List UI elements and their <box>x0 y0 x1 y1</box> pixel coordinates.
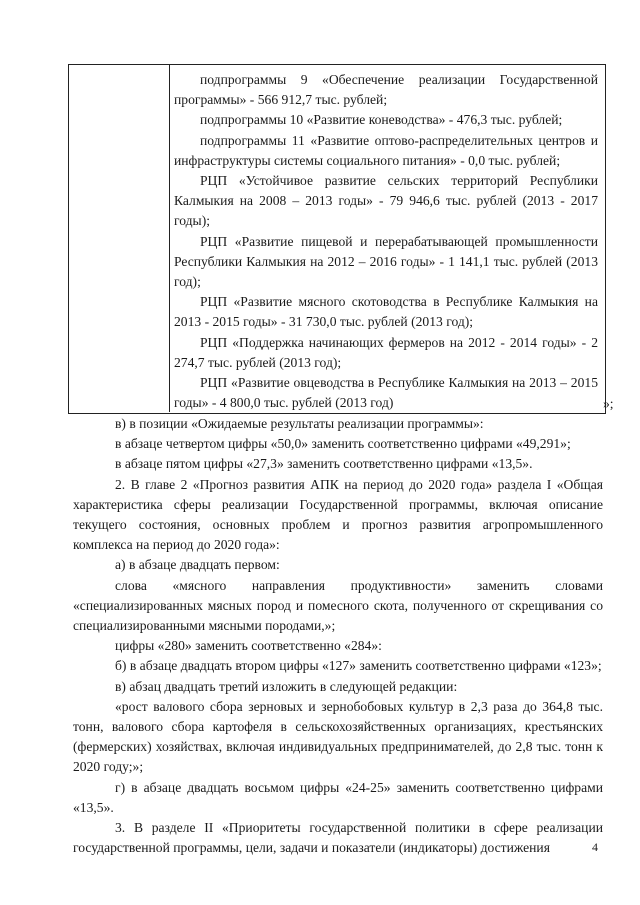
table-closing-quote: »; <box>603 396 614 411</box>
cell-paragraph: РЦП «Развитие овцеводства в Республике Калмыкия на 2013 – 2015 годы» - 4 800,0 тыс. рублей (2013 год) <box>174 375 598 411</box>
page-number: 4 <box>592 840 598 854</box>
cell-paragraph: подпрограммы 10 «Развитие коневодства» - 476,3 тыс. рублей; <box>200 112 563 128</box>
cell-paragraph: РЦП «Развитие пищевой и перерабатывающей промышленности Республики Калмыкия на 2012 – 2016 годы» - 1 141,1 тыс. рублей (2013 год); <box>174 233 598 290</box>
body-paragraph: в абзаце четвертом цифры «50,0» заменить соответственно цифрами «49,291»; <box>115 436 571 452</box>
body-paragraph: 2. В главе 2 «Прогноз развития АПК на период до 2020 года» раздела I «Общая характеристика сферы реализации Государственной программы, включая описание текущего состояния, основных проблем и прогноз развития агропромышленного комплекса на период до 2020 года»: <box>73 476 603 553</box>
body-paragraph: в) абзац двадцать третий изложить в следующей редакции: <box>115 678 458 694</box>
body-paragraph: 3. В разделе II «Приоритеты государственной политики в сфере реализации государственной программы, цели, задачи и показатели (индикаторы) достижения <box>73 820 603 856</box>
table-column-divider <box>169 64 170 412</box>
cell-paragraph: подпрограммы 11 «Развитие оптово-распределительных центров и инфраструктуры системы социального питания» - 0,0 тыс. рублей; <box>174 132 598 168</box>
body-paragraph: «рост валового сбора зерновых и зернобобовых культур в 2,3 раза до 364,8 тыс. тонн, валового сбора картофеля в сельскохозяйственных организациях, крестьянских (фермерских) хозяйствах, включая индивидуальных предпринимателей, до 2,8 тыс. тонн к 2020 году;»; <box>73 698 603 775</box>
body-paragraph: г) в абзаце двадцать восьмом цифры «24-25» заменить соответственно цифрами «13,5». <box>73 779 603 815</box>
cell-paragraph: подпрограммы 9 «Обеспечение реализации Государственной программы» - 566 912,7 тыс. рублей; <box>174 72 598 108</box>
body-text <box>73 414 603 858</box>
body-paragraph: слова «мясного направления продуктивности» заменить словами «специализированных мясных пород и помесного скота, полученного от скрещивания со специализированными мясными породами,»; <box>73 577 603 634</box>
cell-paragraph: РЦП «Развитие мясного скотоводства в Республике Калмыкия на 2013 - 2015 годы» - 31 730,0 тыс. рублей (2013 год); <box>174 294 598 330</box>
cell-paragraph: РЦП «Устойчивое развитие сельских территорий Республики Калмыкия на 2008 – 2013 годы» - 79 946,6 тыс. рублей (2013 - 2017 годы); <box>174 173 598 229</box>
body-paragraph: б) в абзаце двадцать втором цифры «127» заменить соответственно цифрами «123»; <box>115 658 602 674</box>
cell-paragraph: РЦП «Поддержка начинающих фермеров на 2012 - 2014 годы» - 2 274,7 тыс. рублей (2013 год); <box>174 334 598 370</box>
body-paragraph: в) в позиции «Ожидаемые результаты реализации программы»: <box>115 416 484 431</box>
table-cell-text <box>174 70 598 413</box>
body-paragraph: в абзаце пятом цифры «27,3» заменить соответственно цифрами «13,5». <box>115 456 533 472</box>
body-paragraph: а) в абзаце двадцать первом: <box>115 557 280 573</box>
body-paragraph: цифры «280» заменить соответственно «284»: <box>115 638 382 654</box>
